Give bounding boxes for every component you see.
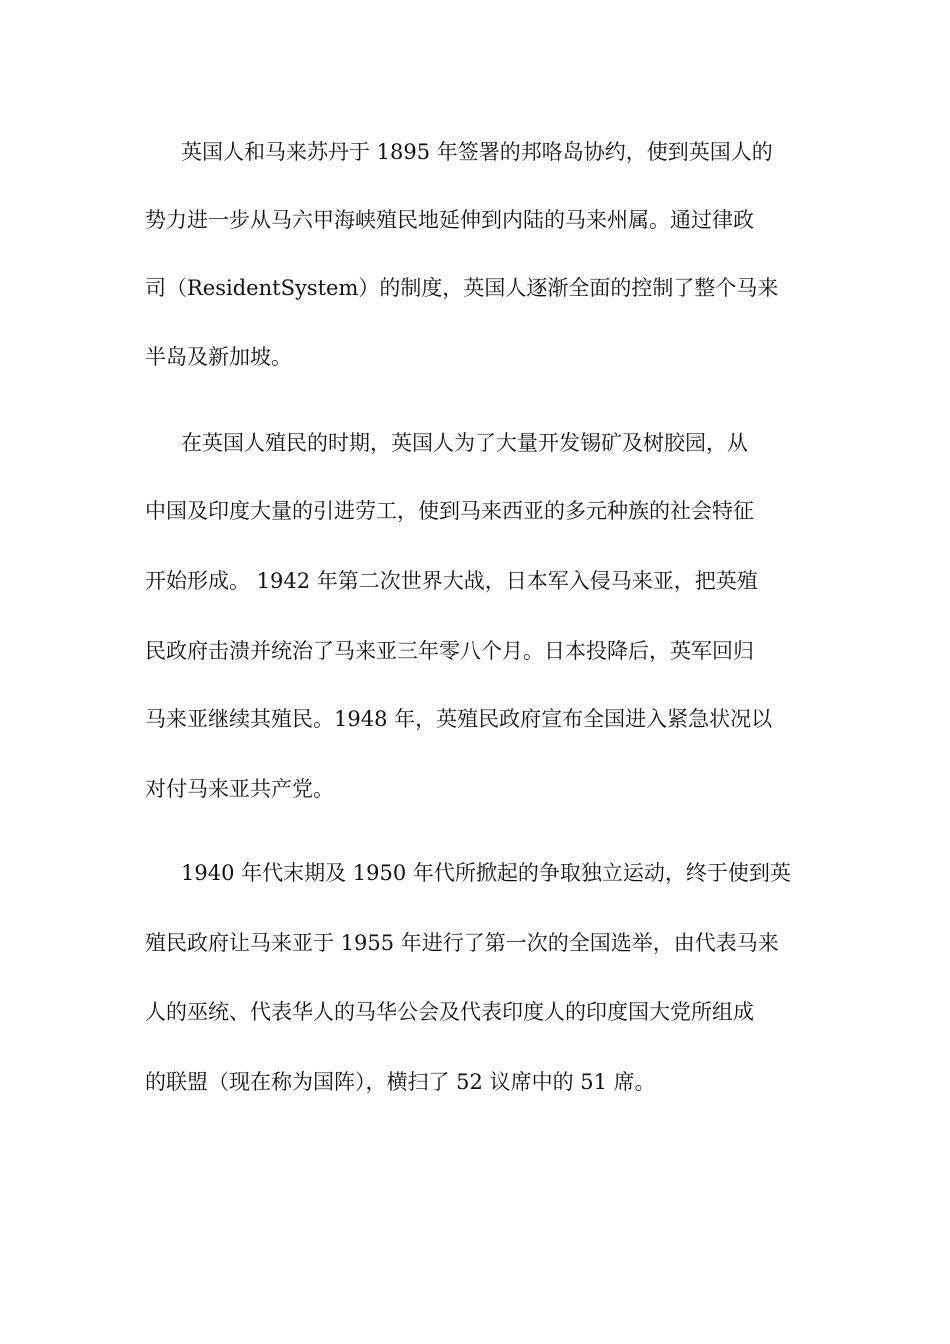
paragraph-1-line-1: 英国人和马来苏丹于 1895 年签署的邦咯岛协约，使到英国人的	[181, 140, 773, 164]
paragraph-2-line-1: 在英国人殖民的时期，英国人为了大量开发锡矿及树胶园，从	[181, 431, 748, 455]
paragraph-1-line-2: 势力进一步从马六甲海峡殖民地延伸到内陆的马来州属。通过律政	[145, 208, 754, 232]
paragraph-1-line-3: 司（ResidentSystem）的制度，英国人逐渐全面的控制了整个马来	[145, 276, 779, 300]
paragraph-3-line-4: 的联盟（现在称为国阵），横扫了 52 议席中的 51 席。	[145, 1070, 656, 1094]
paragraph-2-line-6: 对付马来亚共产党。	[145, 777, 334, 801]
paragraph-3-line-1: 1940 年代末期及 1950 年代所掀起的争取独立运动，终于使到英	[181, 861, 791, 885]
paragraph-2-line-4: 民政府击溃并统治了马来亚三年零八个月。日本投降后，英军回归	[145, 639, 754, 663]
paragraph-2-line-3: 开始形成。 1942 年第二次世界大战，日本军入侵马来亚，把英殖	[145, 569, 758, 593]
paragraph-2-line-5: 马来亚继续其殖民。1948 年，英殖民政府宣布全国进入紧急状况以	[145, 707, 773, 731]
paragraph-1-line-4: 半岛及新加坡。	[145, 345, 292, 369]
paragraph-3-line-3: 人的巫统、代表华人的马华公会及代表印度人的印度国大党所组成	[145, 1000, 754, 1024]
paragraph-3-line-2: 殖民政府让马来亚于 1955 年进行了第一次的全国选举，由代表马来	[145, 931, 779, 955]
paragraph-2-line-2: 中国及印度大量的引进劳工，使到马来西亚的多元种族的社会特征	[145, 499, 754, 523]
